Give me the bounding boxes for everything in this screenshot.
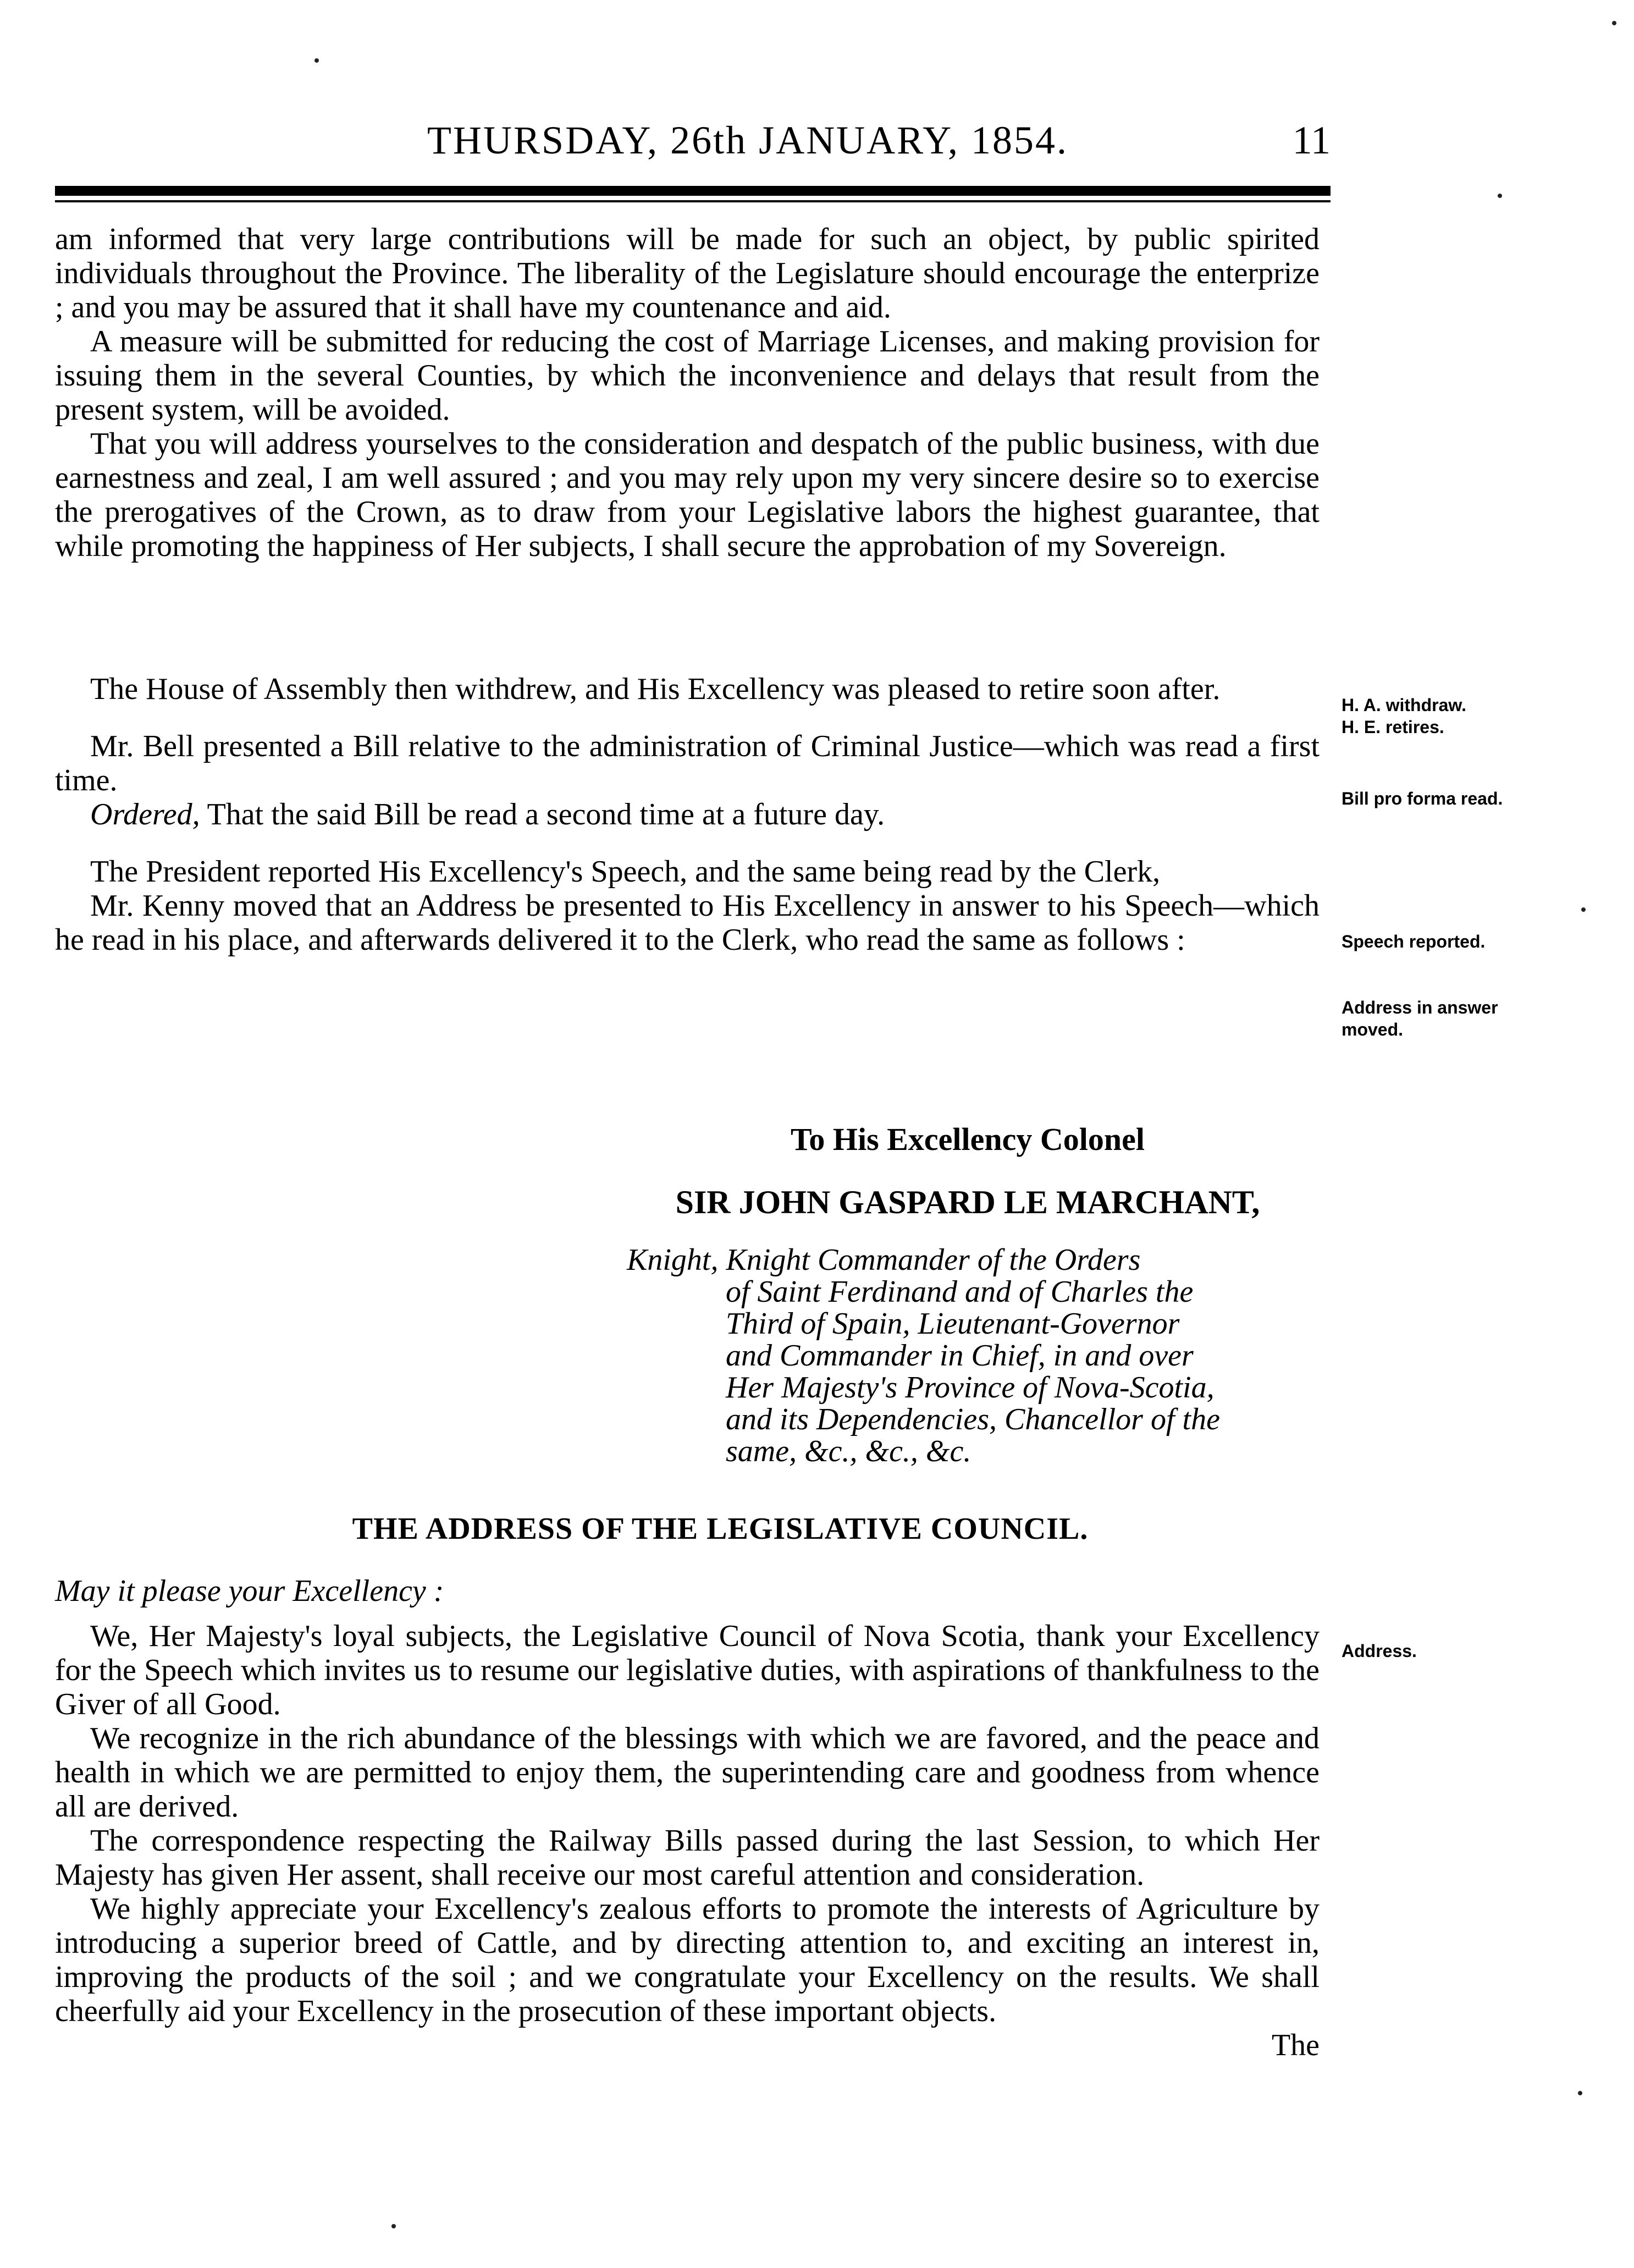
sidenote-ha-withdraw: H. A. withdraw.: [1342, 695, 1466, 715]
scan-speck: [1578, 2091, 1582, 2095]
council-address-heading: THE ADDRESS OF THE LEGISLATIVE COUNCIL.: [352, 1512, 1089, 1546]
page-header: [55, 110, 1331, 170]
sidenote-address-moved-line1: Address in answer: [1342, 998, 1498, 1017]
title-line: same, &c., &c., &c.: [726, 1434, 971, 1468]
header-rule-thick: [55, 186, 1331, 196]
address-to-line: To His Excellency Colonel: [791, 1121, 1145, 1157]
sidenote-he-retires: H. E. retires.: [1342, 717, 1444, 737]
ordered-paragraph: [55, 797, 1320, 832]
bell-paragraph: Mr. Bell presented a Bill relative to the administration of Criminal Justice—which was read a first time.: [55, 729, 1320, 797]
title-line: Her Majesty's Province of Nova-Scotia,: [726, 1370, 1215, 1405]
scan-speck: [314, 58, 319, 63]
scan-speck: [391, 2224, 396, 2228]
title-line: of Saint Ferdinand and of Charles the: [726, 1275, 1194, 1309]
title-line: and Commander in Chief, in and over: [726, 1339, 1194, 1373]
sidenote-bill-pro-forma: Bill pro forma read.: [1342, 789, 1503, 808]
paragraph: am informed that very large contributions will be made for such an object, by public spirited individuals throughout the Province. The liberality of the Legislature should encourage the enterprize ; and you may be assured that it shall have my countenance and aid.: [55, 222, 1320, 324]
page-number: 11: [1292, 118, 1331, 162]
catchword: The: [1271, 2028, 1320, 2062]
ordered-label: Ordered,: [90, 797, 200, 832]
address-paragraph: We recognize in the rich abundance of the blessings with which we are favored, and the peace and health in which we are permitted to enjoy them, the superintending care and goodness from whence all are derived.: [55, 1721, 1320, 1824]
address-paragraph: We, Her Majesty's loyal subjects, the Legislative Council of Nova Scotia, thank your Excellency for the Speech which invites us to resume our legislative duties, with aspirations of thankfulness to the Giver of all Good.: [55, 1619, 1320, 1721]
president-paragraph: The President reported His Excellency's Speech, and the same being read by the Clerk,: [90, 855, 1161, 889]
recipient-titles: [627, 1244, 1320, 1467]
sidenote-address-moved: [1342, 997, 1605, 1041]
paragraph: A measure will be submitted for reducing the cost of Marriage Licenses, and making provision for issuing them in the several Counties, by which the inconvenience and delays that result from the present system, will be avoided.: [55, 324, 1320, 427]
council-address-body: [55, 1619, 1320, 2062]
address-paragraph: We highly appreciate your Excellency's zealous efforts to promote the interests of Agriculture by introducing a superior breed of Cattle, and by directing attention to, and exciting an interest in, improving the products of the soil ; and we congratulate your Excellency on the results. We shall cheerfully aid your Excellency in the prosecution of these important objects.: [55, 1892, 1320, 2028]
speech-continuation: [55, 222, 1320, 563]
scan-speck: [1498, 194, 1502, 198]
paragraph: That you will address yourselves to the consideration and despatch of the public business, with due earnestness and zeal, I am well assured ; and you may rely upon my very sincere desire so to exercise the prerogatives of the Crown, as to draw from your Legislative labors the highest guarantee, that while promoting the happiness of Her subjects, I shall secure the approbation of my Sovereign.: [55, 427, 1320, 563]
sidenote-speech-reported: Speech reported.: [1342, 932, 1486, 951]
scan-speck: [1612, 21, 1616, 25]
sidenote-address-moved-line2: moved.: [1342, 1020, 1404, 1039]
kenny-paragraph: Mr. Kenny moved that an Address be presented to His Excellency in answer to his Speech—which he read in his place, and afterwards delivered it to the Clerk, who read the same as follows :: [55, 889, 1320, 957]
withdraw-paragraph: The House of Assembly then withdrew, and His Excellency was pleased to retire soon after.: [90, 672, 1221, 706]
running-head: THURSDAY, 26th JANUARY, 1854.: [427, 118, 1068, 162]
proceedings: [55, 672, 1320, 957]
title-line: and its Dependencies, Chancellor of the: [726, 1402, 1220, 1436]
title-line: Knight, Knight Commander of the Orders: [627, 1243, 1141, 1277]
address-recipient-name: SIR JOHN GASPARD LE MARCHANT,: [675, 1184, 1260, 1220]
header-rule-thin: [55, 200, 1331, 202]
salutation: May it please your Excellency :: [55, 1574, 444, 1608]
title-line: Third of Spain, Lieutenant-Governor: [726, 1307, 1180, 1341]
address-paragraph: The correspondence respecting the Railway Bills passed during the last Session, to which Her Majesty has given Her assent, shall receive our most careful attention and consideration.: [55, 1824, 1320, 1892]
scan-speck: [1581, 907, 1586, 912]
ordered-text: That the said Bill be read a second time at a future day.: [200, 797, 885, 832]
sidenote-address: Address.: [1342, 1641, 1417, 1661]
